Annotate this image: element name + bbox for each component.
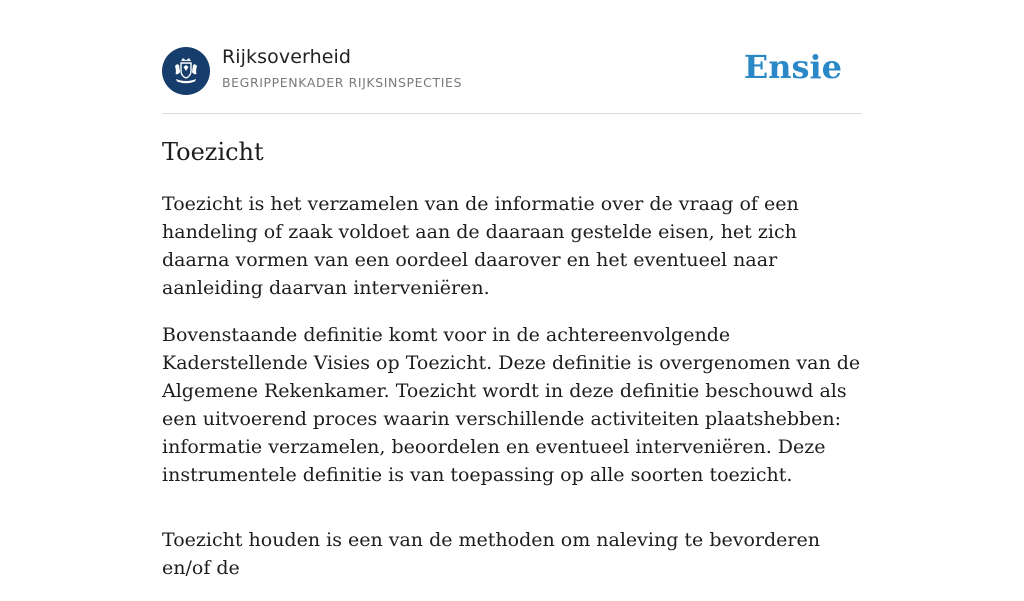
rijksoverheid-crest-icon[interactable] xyxy=(162,47,210,95)
paragraph: Bovenstaande definitie komt voor in de achtereenvolgende Kaderstellende Visies op Toezicht. Deze definitie is overgenomen van de Algemene Rekenkamer. Toezicht wordt in deze definitie beschouwd als een uitvoerend proces waarin verschillende activiteiten plaatshebben: informatie verzamelen, beoordelen en eventueel interveniëren. Deze instrumentele definitie is van toepassing op alle soorten toezicht. xyxy=(162,324,861,486)
org-subtitle: BEGRIPPENKADER RIJKSINSPECTIES xyxy=(222,75,463,90)
org-name[interactable]: Rijksoverheid xyxy=(222,46,352,68)
page xyxy=(162,0,862,579)
paragraph: Toezicht is het verzamelen van de informatie over de vraag of een handeling of zaak voldoet aan de daaraan gestelde eisen, het zich daarna vormen van een oordeel daarover en het eventueel naar aanleiding daarvan interveniëren. xyxy=(162,193,799,299)
paragraph: Toezicht houden is een van de methoden om naleving te bevorderen en/of de xyxy=(162,529,820,579)
site-header xyxy=(162,0,862,114)
crest-graphic xyxy=(169,54,203,88)
ensie-logo[interactable]: Ensie xyxy=(743,48,842,86)
article-body xyxy=(162,190,867,601)
page-title: Toezicht xyxy=(162,138,264,166)
